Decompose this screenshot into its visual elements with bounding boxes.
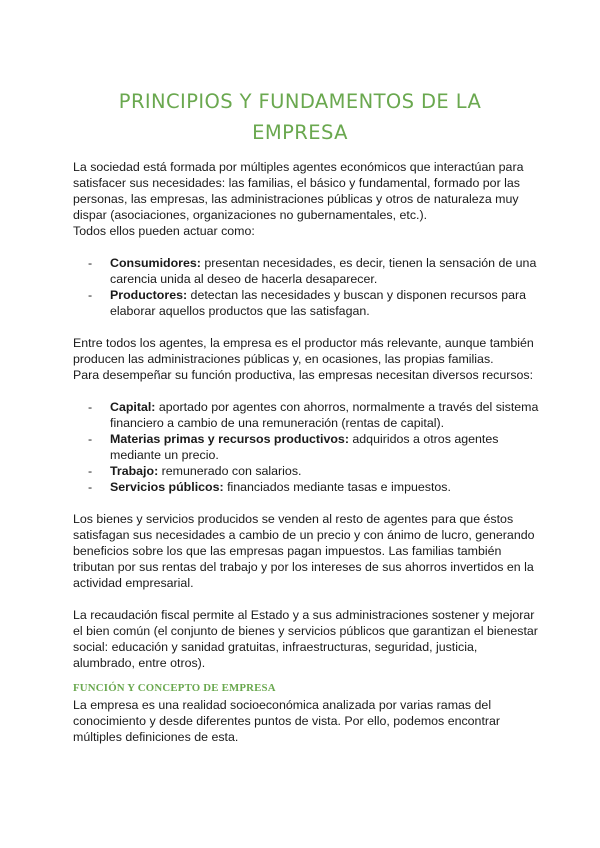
- text-line: beneficios sobre los que las empresas pagan impuestos. Las familias también: [73, 544, 502, 558]
- list-text: mediante un precio.: [110, 448, 219, 462]
- list-item: [73, 399, 543, 431]
- dash-bullet: -: [88, 480, 93, 494]
- text-line: conocimiento y desde diferentes puntos de vista. Por ello, podemos encontrar: [73, 714, 501, 728]
- dash-bullet: -: [88, 288, 93, 302]
- resources-list: [73, 399, 543, 495]
- section-heading: FUNCIÓN Y CONCEPTO DE EMPRESA: [73, 682, 276, 694]
- dash-bullet: -: [88, 432, 93, 446]
- text-line: el bien común (el conjunto de bienes y servicios públicos que garantizan el bienestar: [73, 624, 538, 638]
- list-term: Trabajo:: [110, 464, 159, 478]
- list-text: carencia unida al deseo de hacerla desaparecer.: [110, 272, 378, 286]
- section-paragraph: [73, 697, 543, 745]
- list-text: presentan necesidades, es decir, tienen la sensación de una: [200, 256, 537, 270]
- text-line: satisfacer sus necesidades: las familias, el básico y fundamental, formado por las: [73, 176, 520, 190]
- document-body: [73, 159, 543, 745]
- list-text: financiados mediante tasas e impuestos.: [223, 480, 451, 494]
- text-line: La sociedad está formada por múltiples agentes económicos que interactúan para: [73, 160, 524, 174]
- list-term: Capital:: [110, 400, 156, 414]
- text-line: personas, las empresas, las administraciones públicas y otros de naturaleza muy: [73, 192, 519, 206]
- text-line: actividad empresarial.: [73, 576, 194, 590]
- goods-paragraph: [73, 511, 543, 591]
- dash-bullet: -: [88, 400, 93, 414]
- dash-bullet: -: [88, 256, 93, 270]
- text-line: producen las administraciones públicas y, en ocasiones, las propias familias.: [73, 352, 494, 366]
- text-line: Para desempeñar su función productiva, las empresas necesitan diversos recursos:: [73, 368, 534, 382]
- list-item: [73, 479, 543, 495]
- list-text: aportado por agentes con ahorros, normalmente a través del sistema: [155, 400, 539, 414]
- list-text: elaborar aquellos productos que las satisfagan.: [110, 304, 370, 318]
- text-line: La recaudación fiscal permite al Estado y a sus administraciones sostener y mejorar: [73, 608, 535, 622]
- text-line: múltiples definiciones de esta.: [73, 730, 239, 744]
- text-line: La empresa es una realidad socioeconómica analizada por varias ramas del: [73, 698, 492, 712]
- list-item: [73, 463, 543, 479]
- text-line: alumbrado, entre otros).: [73, 656, 206, 670]
- list-item: [73, 255, 543, 287]
- list-term: Productores:: [110, 288, 188, 302]
- text-line: tributan por sus rentas del trabajo y por los intereses de sus ahorros invertidos en la: [73, 560, 534, 574]
- page-title-line: EMPRESA: [252, 121, 348, 144]
- list-term: Servicios públicos:: [110, 480, 224, 494]
- list-text: remunerado con salarios.: [158, 464, 302, 478]
- intro-paragraph: [73, 159, 543, 239]
- agents-paragraph: [73, 335, 543, 383]
- text-line: satisfagan sus necesidades a cambio de un precio y con ánimo de lucro, generando: [73, 528, 535, 542]
- list-text: detectan las necesidades y buscan y disponen recursos para: [187, 288, 526, 302]
- text-line: Los bienes y servicios producidos se venden al resto de agentes para que éstos: [73, 512, 514, 526]
- list-item: [73, 431, 543, 463]
- text-line: dispar (asociaciones, organizaciones no gubernamentales, etc.).: [73, 208, 428, 222]
- page-title: [60, 86, 540, 148]
- tax-paragraph: [73, 607, 543, 671]
- list-text: adquiridos a otros agentes: [348, 432, 499, 446]
- list-term: Materias primas y recursos productivos:: [110, 432, 349, 446]
- text-line: Todos ellos pueden actuar como:: [73, 224, 255, 238]
- text-line: Entre todos los agentes, la empresa es el productor más relevante, aunque también: [73, 336, 534, 350]
- page-title-line: PRINCIPIOS Y FUNDAMENTOS DE LA: [118, 90, 482, 113]
- dash-bullet: -: [88, 464, 93, 478]
- list-item: [73, 287, 543, 319]
- list-text: financiero a cambio de una remuneración (rentas de capital).: [110, 416, 445, 430]
- text-line: social: educación y sanidad gratuitas, infraestructuras, seguridad, justicia,: [73, 640, 478, 654]
- roles-list: [73, 255, 543, 319]
- list-term: Consumidores:: [110, 256, 201, 270]
